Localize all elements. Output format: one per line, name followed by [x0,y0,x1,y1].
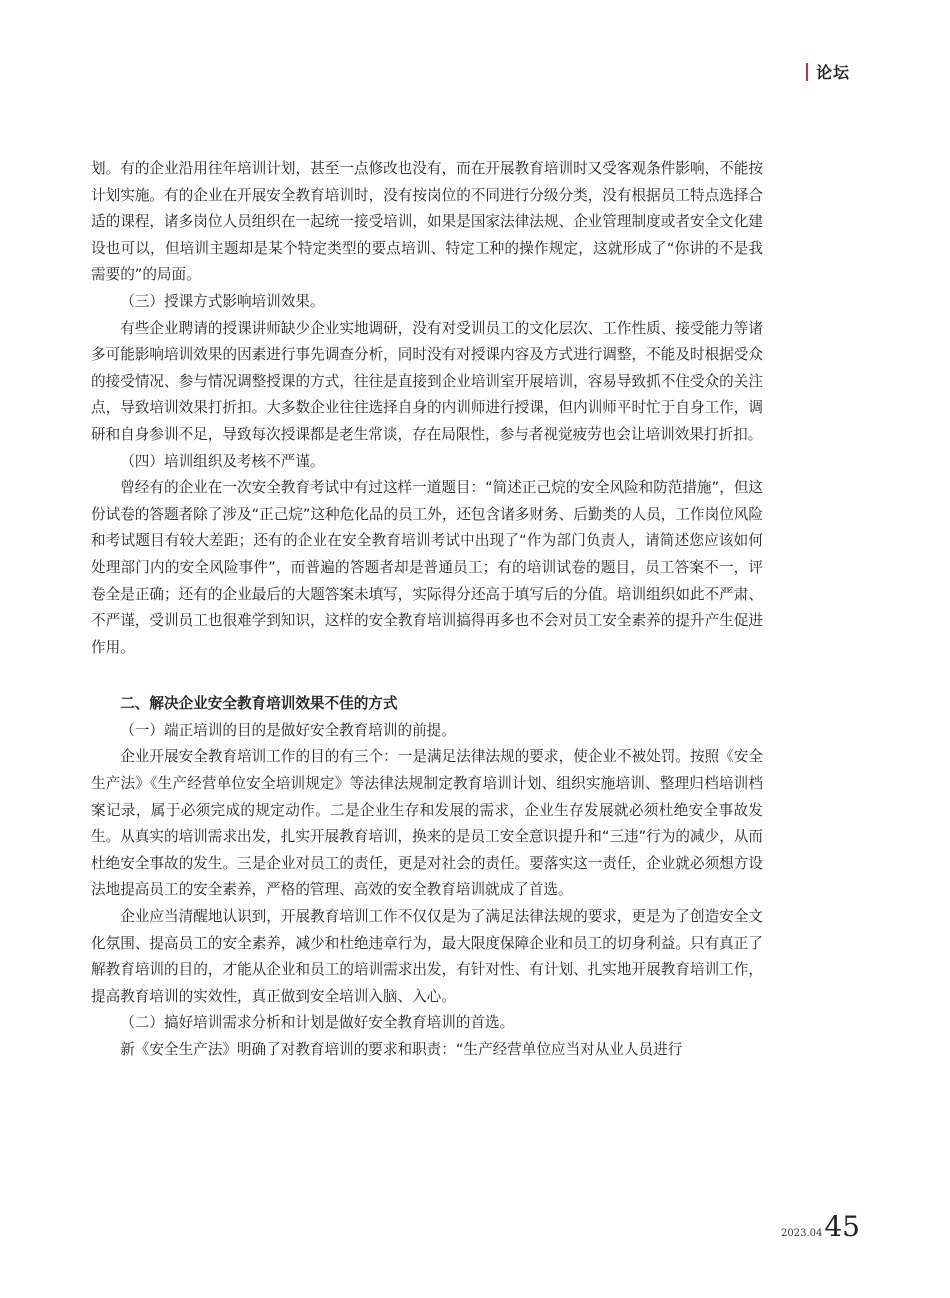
paragraph: 有些企业聘请的授课讲师缺少企业实地调研，没有对受训员工的文化层次、工作性质、接受能力等诸多可能影响培训效果的因素进行事先调查分析，同时没有对授课内容及方式进行调整，不能及时根据受众的接受情况、参与情况调整授课的方式，往往是直接到企业培训室开展培训，容易导致抓不住受众的关注点，导致培训效果打折扣。大多数企业往往选择自身的内训师进行授课，但内训师平时忙于自身工作，调研和自身参训不足，导致每次授课都是老生常谈，存在局限性，参与者视觉疲劳也会让培训效果打折扣。 [91,319,763,443]
article-body [91,156,763,1064]
section-title: 论坛 [815,63,850,82]
page-footer [781,1210,860,1243]
page-number: 45 [824,1210,860,1243]
subheading: （二）搞好培训需求分析和计划是做好安全教育培训的首选。 [120,1014,515,1032]
paragraph: 曾经有的企业在一次安全教育考试中有过这样一道题目：“简述正己烷的安全风险和防范措施”，但这份试卷的答题者除了涉及“正己烷”这种危化品的员工外，还包含诸多财务、后勤类的人员，工作岗位风险和考试题目有较大差距；还有的企业在安全教育培训考试中出现了“作为部门负责人，请简述您应该如何处理部门内的安全风险事件”，而普遍的答题者却是普通员工；有的培训试卷的题目，员工答案不一，评卷全是正确；还有的企业最后的大题答案未填写，实际得分还高于填写后的分值。培训组织如此不严肃、不严谨，受训员工也很难学到知识，这样的安全教育培训搞得再多也不会对员工安全素养的提升产生促进作用。 [91,479,763,656]
paragraph: 企业开展安全教育培训工作的目的有三个：一是满足法律法规的要求，使企业不被处罚。按照《安全生产法》《生产经营单位安全培训规定》等法律法规制定教育培训计划、组织实施培训、整理归档培训档案记录，属于必须完成的规定动作。二是企业生存和发展的需求，企业生存发展就必须杜绝安全事故发生。从真实的培训需求出发，扎实开展教育培训，换来的是员工安全意识提升和“三违”行为的减少，从而杜绝安全事故的发生。三是企业对员工的责任，更是对社会的责任。要落实这一责任，企业就必须想方设法地提高员工的安全素养，严格的管理、高效的安全教育培训就成了首选。 [91,748,763,899]
issue-date: 2023.04 [781,1228,823,1239]
paragraph: 新《安全生产法》明确了对教育培训的要求和职责：“生产经营单位应当对从业人员进行 [120,1041,683,1058]
paragraph: 企业应当清醒地认识到，开展教育培训工作不仅仅是为了满足法律法规的要求，更是为了创造安全文化氛围、提高员工的安全素养，减少和杜绝违章行为，最大限度保障企业和员工的切身利益。只有真正了解教育培训的目的，才能从企业和员工的培训需求出发，有针对性、有计划、扎实地开展教育培训工作，提高教育培训的实效性，真正做到安全培训入脑、入心。 [91,908,763,1005]
section-header [806,60,850,83]
subheading: （三）授课方式影响培训效果。 [120,292,325,310]
subheading: （四）培训组织及考核不严谨。 [120,452,325,470]
paragraph: 划。有的企业沿用往年培训计划，甚至一点修改也没有，而在开展教育培训时又受客观条件影响，不能按计划实施。有的企业在开展安全教育培训时，没有按岗位的不同进行分级分类，没有根据员工特点选择合适的课程，诸多岗位人员组织在一起统一接受培训，如果是国家法律法规、企业管理制度或者安全文化建设也可以，但培训主题却是某个特定类型的要点培训、特定工种的操作规定，这就形成了“你讲的不是我需要的”的局面。 [91,160,763,284]
section-heading: 二、解决企业安全教育培训效果不佳的方式 [120,695,398,713]
subheading: （一）端正培训的目的是做好安全教育培训的前提。 [120,721,456,739]
section-accent-bar [806,63,808,81]
